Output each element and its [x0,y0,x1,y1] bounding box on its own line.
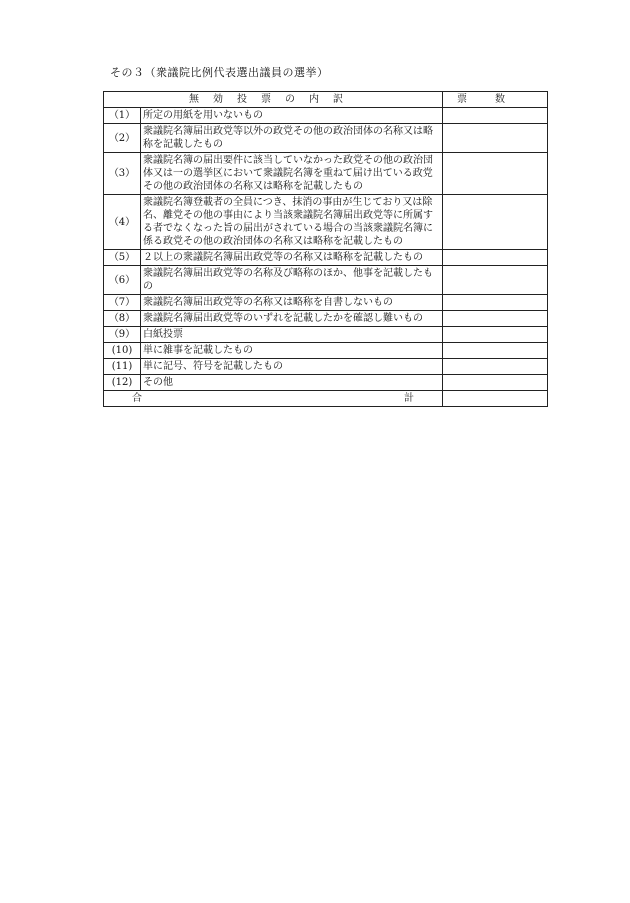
row-number: （3） [104,153,141,195]
row-votes-cell[interactable] [443,375,548,391]
row-votes-cell[interactable] [443,195,548,250]
row-description: 衆議院名簿の届出要件に該当していなかった政党その他の政治団体又は一の選挙区において衆議院名簿を重ねて届け出ている政党その他の政治団体の名称又は略称を記載したもの [141,153,443,195]
row-description: 衆議院名簿届出政党等のいずれを記載したかを確認し難いもの [141,311,443,327]
row-number: (10) [104,343,141,359]
table-row [104,124,548,153]
table-row [104,195,548,250]
row-votes-cell[interactable] [443,311,548,327]
row-votes-cell[interactable] [443,124,548,153]
table-row [104,153,548,195]
table-row [104,266,548,295]
page-title: その３（衆議院比例代表選出議員の選挙） [110,66,329,79]
row-description: 衆議院名簿届出政党等以外の政党その他の政治団体の名称又は略称を記載したもの [141,124,443,153]
total-label-left: 合 [132,393,142,404]
table-row [104,375,548,391]
total-label-right: 計 [404,393,414,404]
table-row [104,311,548,327]
row-description: 衆議院名簿届出政党等の名称及び略称のほか、他事を記載したもの [141,266,443,295]
row-votes-cell[interactable] [443,359,548,375]
row-number: （1） [104,108,141,124]
table-row [104,250,548,266]
row-number: （5） [104,250,141,266]
total-votes-cell[interactable] [443,391,548,407]
row-number: （8） [104,311,141,327]
table-row [104,327,548,343]
row-votes-cell[interactable] [443,343,548,359]
row-description: 衆議院名簿登載者の全員につき、抹消の事由が生じており又は除名、離党その他の事由により当該衆議院名簿届出政党等に所属する者でなくなった旨の届出がされている場合の当該衆議院名簿に係る政党その他の政治団体の名称又は略称を記載したもの [141,195,443,250]
table-row [104,295,548,311]
row-description: 白紙投票 [141,327,443,343]
row-description: 衆議院名簿届出政党等の名称又は略称を自書しないもの [141,295,443,311]
row-description: ２以上の衆議院名簿届出政党等の名称又は略称を記載したもの [141,250,443,266]
row-description: 単に雑事を記載したもの [141,343,443,359]
row-description: 所定の用紙を用いないもの [141,108,443,124]
row-number: (11) [104,359,141,375]
row-votes-cell[interactable] [443,250,548,266]
table-row [104,359,548,375]
row-description: 単に記号、符号を記載したもの [141,359,443,375]
row-votes-cell[interactable] [443,153,548,195]
total-label [104,391,443,407]
row-votes-cell[interactable] [443,327,548,343]
table-header-row [104,92,548,108]
row-number: （6） [104,266,141,295]
row-number: （4） [104,195,141,250]
table-row [104,108,548,124]
row-votes-cell[interactable] [443,295,548,311]
header-votes: 票数 [443,92,548,108]
row-number: （9） [104,327,141,343]
invalid-votes-table [103,91,548,407]
table-row [104,343,548,359]
row-description: その他 [141,375,443,391]
row-number: （7） [104,295,141,311]
row-votes-cell[interactable] [443,108,548,124]
row-number: (12) [104,375,141,391]
header-description: 無効投票の内訳 [104,92,443,108]
row-votes-cell[interactable] [443,266,548,295]
total-row [104,391,548,407]
row-number: （2） [104,124,141,153]
